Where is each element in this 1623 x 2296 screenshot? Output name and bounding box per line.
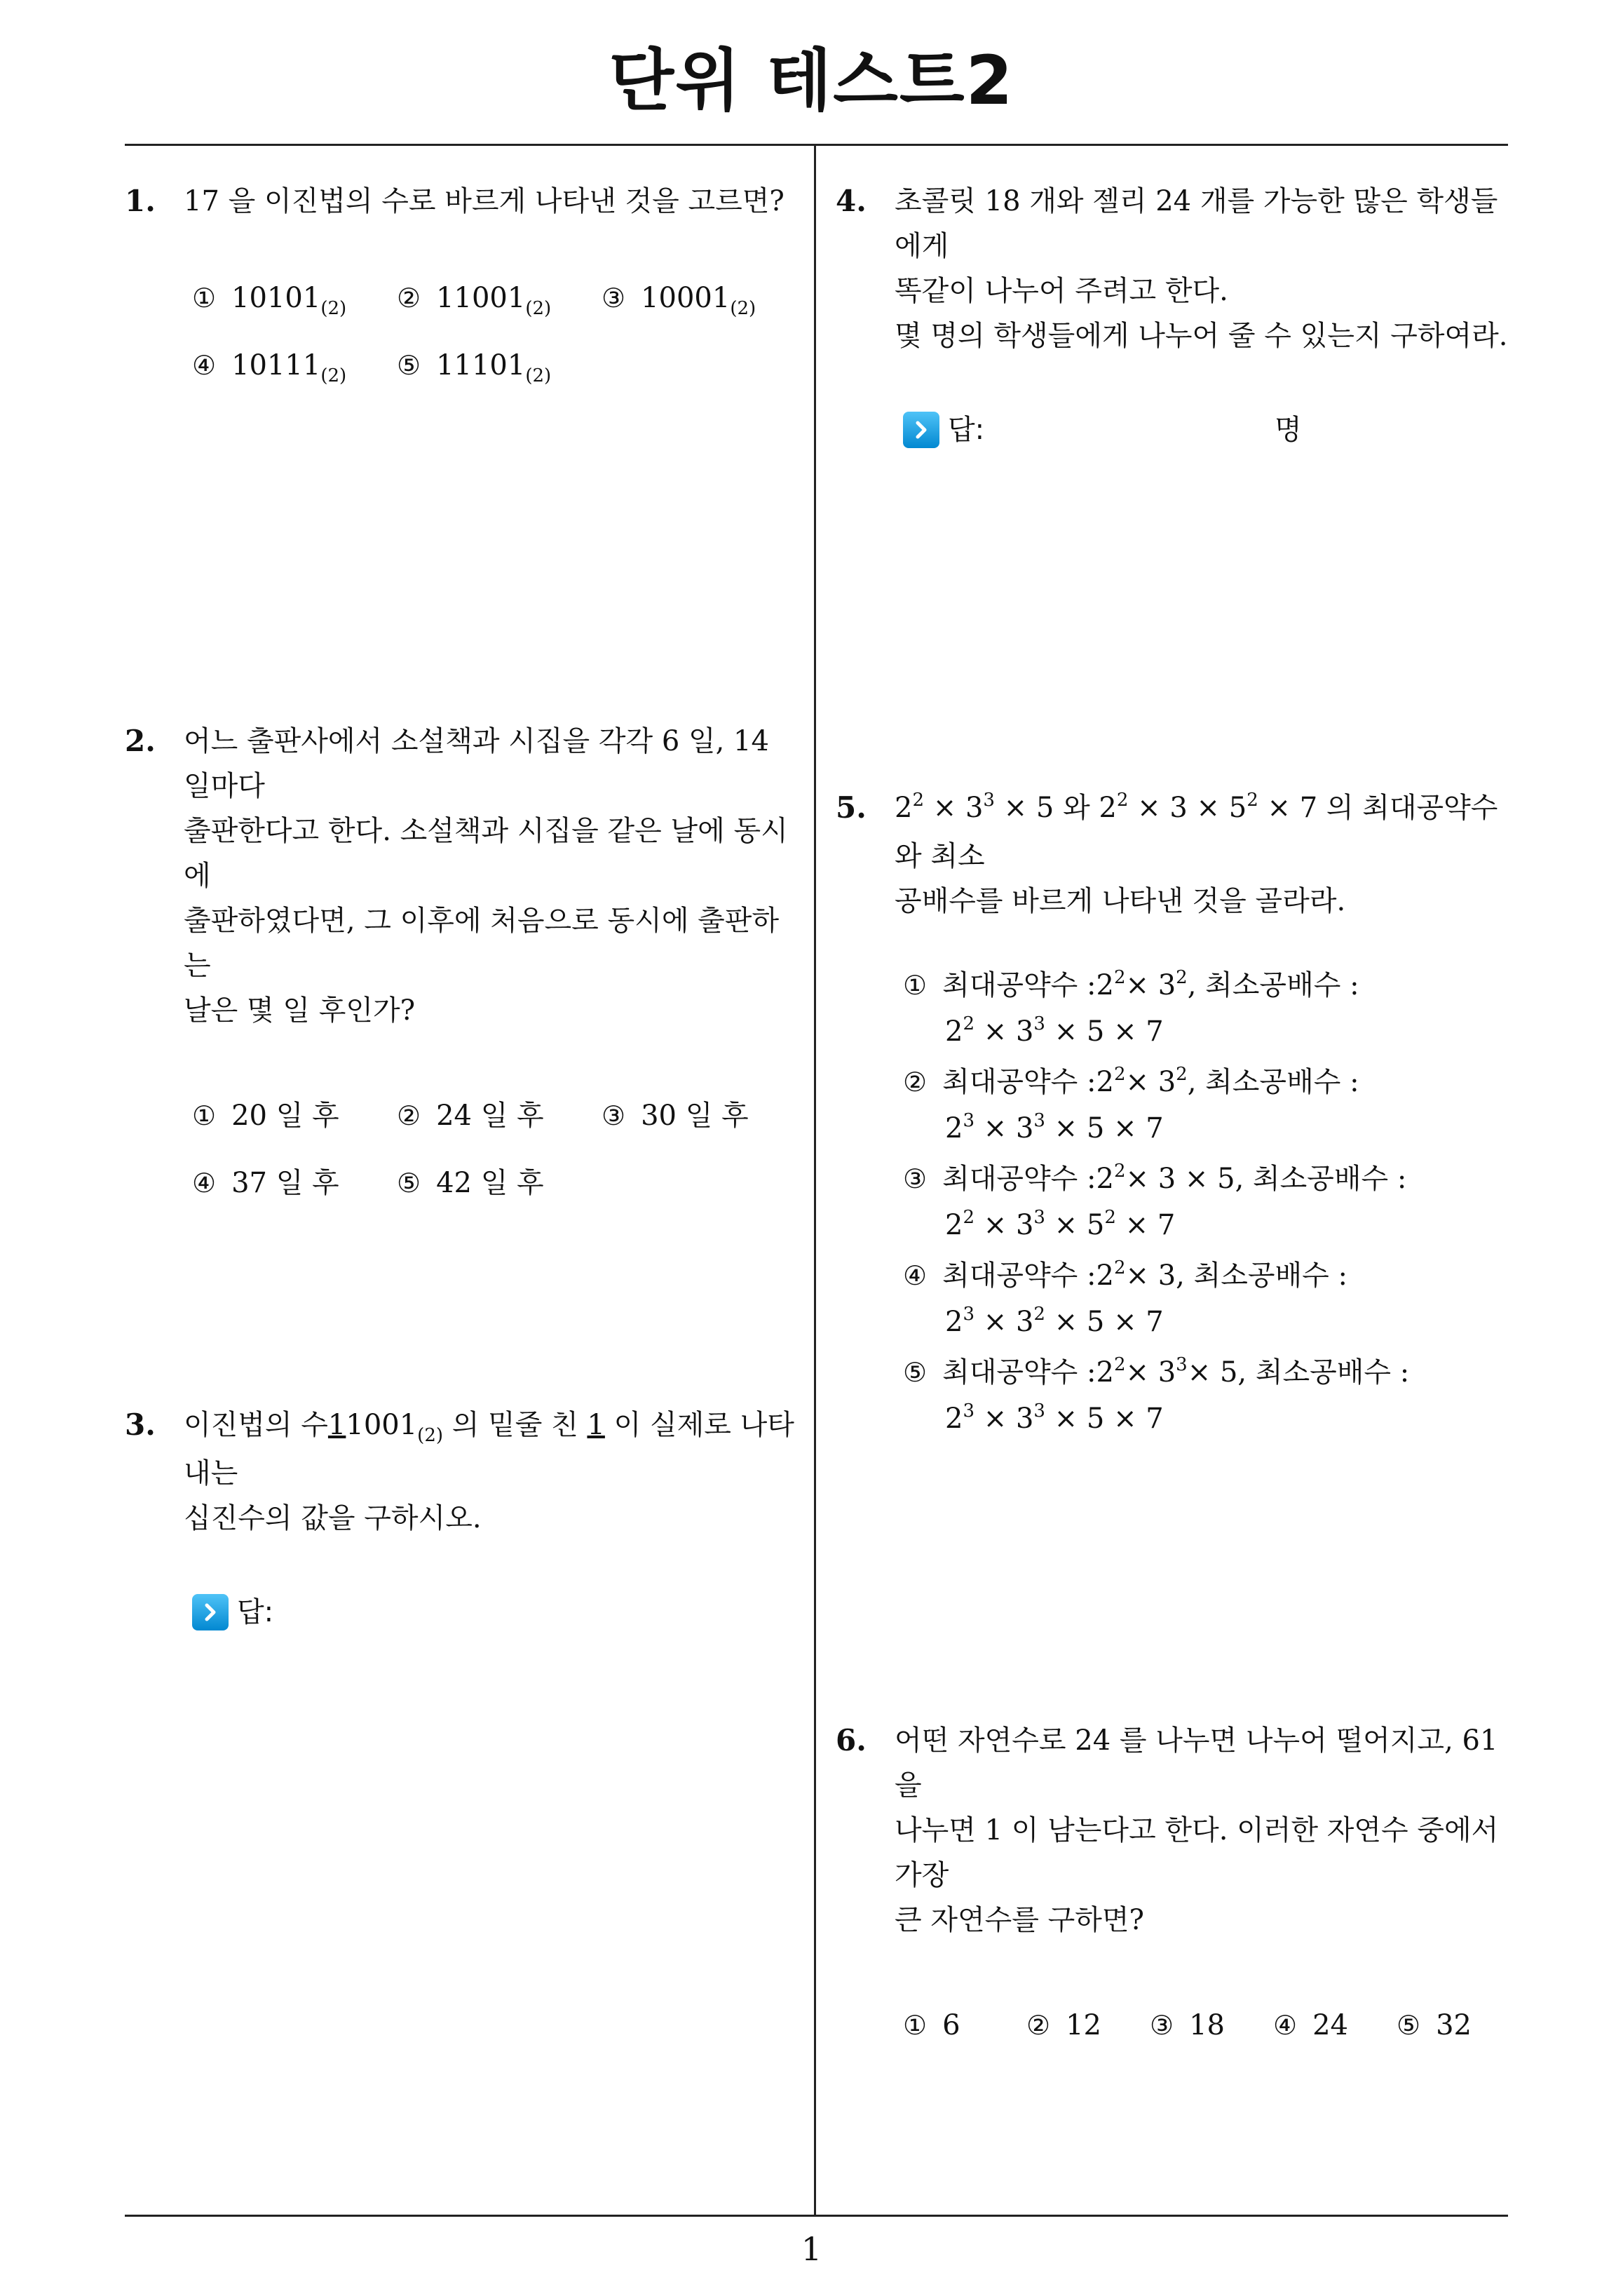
option-1[interactable]: ① 10101 (2) bbox=[192, 281, 347, 319]
answer-label: 답: bbox=[237, 1596, 274, 1628]
question-number: 3. bbox=[125, 1407, 156, 1442]
page-number: 1 bbox=[801, 2230, 822, 2268]
option-2[interactable]: ② 12 bbox=[1026, 2009, 1101, 2041]
question-text: 17 을 이진법의 수로 바르게 나타낸 것을 고르면? bbox=[184, 185, 785, 217]
bottom-rule bbox=[125, 2215, 1508, 2217]
option-2[interactable]: ② 최대공약수 : 2 2 × 3 2 , 최소공배수 : $2^3 \times 3^3 \times 5 \times 7$ bbox=[903, 1064, 1359, 1144]
question-2 bbox=[125, 719, 798, 1217]
option-3[interactable]: ③ 10001 (2) bbox=[602, 281, 756, 319]
question-number: 6. bbox=[836, 1723, 867, 1757]
page-title: 단위 테스트2 bbox=[609, 41, 1014, 120]
option-4[interactable]: ④ 37 일 후 bbox=[192, 1167, 339, 1199]
option-1[interactable]: ① 20 일 후 bbox=[192, 1100, 339, 1132]
option-5[interactable]: ⑤ 최대공약수 : 2 2 × 3 3 × 5 , 최소공배수 : $2^3 \times 3^3 \times 5 \times 7$ bbox=[903, 1354, 1410, 1435]
answer-label: 답: bbox=[948, 414, 985, 446]
option-3[interactable]: ③ 최대공약수 : 2 2 × 3 × 5 , 최소공배수 : $2^2 \times 3^3 \times 5^2 \times 7$ bbox=[903, 1161, 1407, 1241]
option-5[interactable]: ⑤ 11101 (2) bbox=[397, 349, 552, 386]
question-number: 4. bbox=[836, 184, 867, 218]
chevron-right-icon bbox=[903, 412, 939, 448]
question-number: 5. bbox=[836, 790, 867, 825]
option-4[interactable]: ④ 24 bbox=[1273, 2009, 1348, 2041]
answer-unit: 명 bbox=[1275, 414, 1302, 446]
question-text: 어떤 자연수로 24 를 나누면 나누어 떨어지고, 61 을 나누면 1 이 남는다고 한다. 이러한 자연수 중에서 가장 큰 자연수를 구하면? bbox=[895, 1724, 1499, 1936]
question-text: $2^2 \times 3^3 \times 5$ 와 $2^2 \times 3 \times 5^2 \times 7$ 의 최대공약수와 최소 공배수를 바르게 나타낸 것을 골라라. bbox=[895, 790, 1498, 917]
option-3[interactable]: ③ 18 bbox=[1150, 2009, 1225, 2041]
question-text: 초콜릿 18 개와 젤리 24 개를 가능한 많은 학생들에게 똑같이 나누어 주려고 한다. 몇 명의 학생들에게 나누어 줄 수 있는지 구하여라. bbox=[895, 185, 1508, 352]
answer-field[interactable] bbox=[903, 407, 1509, 452]
chevron-right-icon bbox=[192, 1594, 229, 1630]
option-2[interactable]: ② 24 일 후 bbox=[397, 1100, 544, 1132]
top-rule bbox=[125, 144, 1508, 146]
question-text: 이진법의 수$11001_{(2)}$ 의 밑줄 친 1 이 실제로 나타내는 십진수의 값을 구하시오. bbox=[184, 1409, 794, 1534]
question-1 bbox=[125, 179, 798, 400]
options bbox=[192, 1082, 798, 1217]
question-3 bbox=[125, 1403, 798, 1635]
option-5[interactable]: ⑤ 32 bbox=[1397, 2009, 1472, 2041]
option-4[interactable]: ④ 10111 (2) bbox=[192, 349, 347, 386]
options bbox=[903, 1992, 1509, 2059]
question-text: 어느 출판사에서 소설책과 시집을 각각 6 일, 14 일마다 출판한다고 한다. 소설책과 시집을 같은 날에 동시에 출판하였다면, 그 이후에 처음으로 동시에 출판하는 날은 몇 일 후인가? bbox=[184, 725, 788, 1027]
question-number: 1. bbox=[125, 184, 156, 218]
option-4[interactable]: ④ 최대공약수 : 2 2 × 3 , 최소공배수 : $2^3 \times 3^2 \times 5 \times 7$ bbox=[903, 1257, 1347, 1338]
option-2[interactable]: ② 11001 (2) bbox=[397, 281, 552, 319]
question-5 bbox=[836, 785, 1509, 1447]
question-6 bbox=[836, 1718, 1509, 2059]
option-1[interactable]: ① 최대공약수 : 2 2 × 3 2 , 최소공배수 : $2^2 \times 3^3 \times 5 \times 7$ bbox=[903, 967, 1359, 1048]
options bbox=[903, 963, 1509, 1444]
option-1[interactable]: ① 6 bbox=[903, 2009, 960, 2041]
column-divider bbox=[814, 146, 816, 2215]
options bbox=[192, 266, 798, 400]
option-5[interactable]: ⑤ 42 일 후 bbox=[397, 1167, 544, 1199]
answer-field[interactable] bbox=[192, 1590, 798, 1635]
option-3[interactable]: ③ 30 일 후 bbox=[602, 1100, 749, 1132]
question-number: 2. bbox=[125, 724, 156, 758]
question-4 bbox=[836, 179, 1509, 452]
